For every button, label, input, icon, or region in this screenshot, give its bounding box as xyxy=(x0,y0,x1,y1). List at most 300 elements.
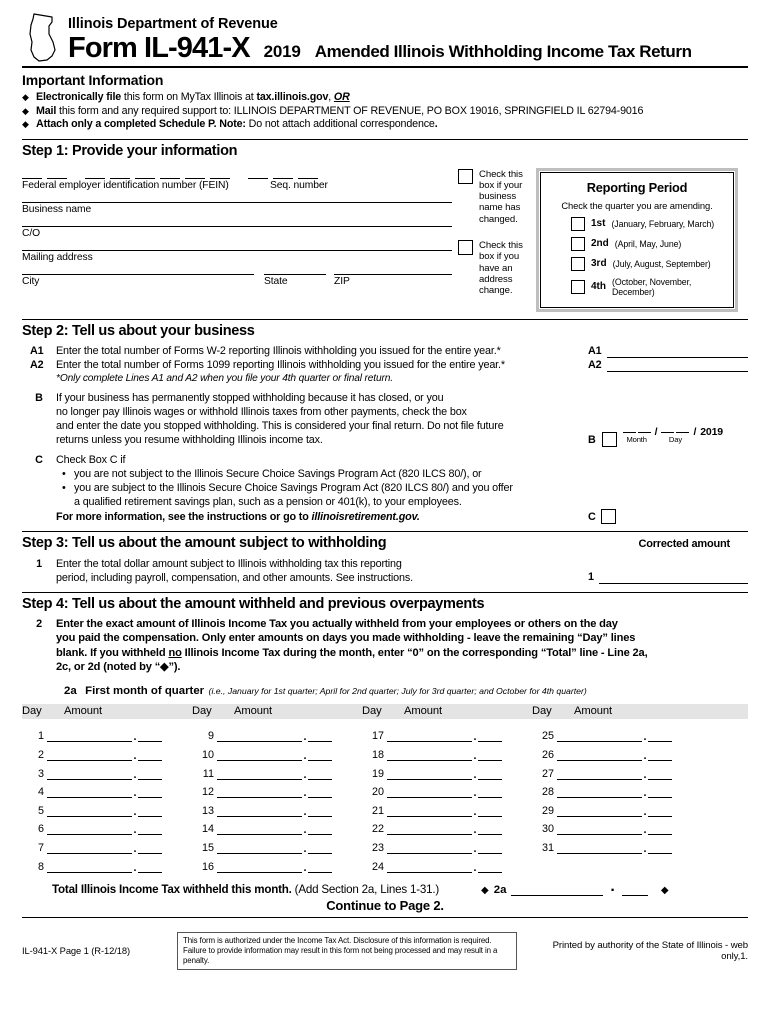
line-2-text-p3a: blank. If you withheld xyxy=(56,646,169,659)
day-number-27: 27 xyxy=(541,767,554,780)
amount-cents-input-day-6[interactable] xyxy=(138,823,162,835)
day-amount-row xyxy=(22,742,192,761)
amount-cents-input-day-16[interactable] xyxy=(308,861,332,873)
day-number-7: 7 xyxy=(37,842,44,855)
form-description: Amended Illinois Withholding Income Tax Return xyxy=(314,42,692,61)
fein-seg-8[interactable] xyxy=(210,166,230,179)
co-input[interactable] xyxy=(22,226,452,227)
header-divider xyxy=(22,66,748,68)
day-amount-grid xyxy=(22,724,748,873)
fein-seg-3[interactable] xyxy=(85,166,105,179)
line-a-footnote-amount-spacer xyxy=(588,372,748,386)
amount-decimal-point: . xyxy=(133,824,137,837)
mailing-address-input[interactable] xyxy=(22,250,452,251)
footer-print-authority: Printed by authority of the State of Illinois - web only,1. xyxy=(552,939,748,962)
amount-dollars-input-day-11[interactable] xyxy=(217,768,302,780)
attach-note-label: Note: xyxy=(216,118,246,130)
mailing-address-field[interactable] xyxy=(22,250,452,264)
amount-dollars-input-day-29[interactable] xyxy=(557,805,642,817)
day-number-31: 31 xyxy=(541,842,554,855)
total-2a-dollars-input[interactable] xyxy=(511,883,603,896)
date-year: 2019 xyxy=(700,425,723,438)
form-number: Form IL-941-X xyxy=(68,32,250,64)
day-number-16: 16 xyxy=(201,860,214,873)
fein-label: Federal employer identification number (FEIN) xyxy=(22,179,229,191)
step1-change-checkboxes xyxy=(452,166,536,312)
day-number-5: 5 xyxy=(37,804,44,817)
day-number-8: 8 xyxy=(37,860,44,873)
day-amount-row xyxy=(532,742,702,761)
amount-dollars-input-day-27[interactable] xyxy=(557,768,642,780)
amount-decimal-point: . xyxy=(643,731,647,744)
amount-cents-input-day-8[interactable] xyxy=(138,861,162,873)
day-amount-row xyxy=(192,724,362,743)
quarter-3rd-ordinal: 3rd xyxy=(591,258,607,269)
line-a1-amount-input[interactable] xyxy=(607,346,748,358)
state-field[interactable] xyxy=(264,274,326,288)
line-a2-text: Enter the total number of Forms 1099 reporting Illinois withholding you issued for the entire year.* xyxy=(56,358,505,371)
page-footer xyxy=(22,932,748,970)
quarter-4th-checkbox[interactable] xyxy=(571,280,585,294)
amount-cents-input-day-20[interactable] xyxy=(478,786,502,798)
step4-header xyxy=(22,592,748,612)
day-amount-row xyxy=(362,835,532,854)
amount-cents-input-day-11[interactable] xyxy=(308,768,332,780)
day-amount-row xyxy=(22,761,192,780)
business-name-input[interactable] xyxy=(22,202,452,203)
amount-cents-input-day-23[interactable] xyxy=(478,842,502,854)
amount-cents-input-day-25[interactable] xyxy=(648,730,672,742)
amount-dollars-input-day-12[interactable] xyxy=(217,786,302,798)
fein-seg-2[interactable] xyxy=(47,166,67,179)
amount-dollars-input-day-1[interactable] xyxy=(47,730,132,742)
col3-day-header: Day xyxy=(362,705,382,718)
line-c-bullet-2-text: you are subject to the Illinois Secure Choice Savings Program Act (820 ILCS 80/) and you offer xyxy=(74,481,513,494)
line-a1-amount-field[interactable] xyxy=(588,344,748,358)
business-name-field[interactable] xyxy=(22,202,452,216)
form-masthead xyxy=(22,0,748,64)
day-amount-row xyxy=(22,798,192,817)
day-number-18: 18 xyxy=(371,749,384,762)
date-slash-1: / xyxy=(654,425,658,438)
line-1 xyxy=(22,557,748,585)
form-year: 2019 xyxy=(263,42,301,61)
day-amount-header-row xyxy=(22,704,748,719)
header-col-2 xyxy=(192,705,362,717)
day-seg-2[interactable] xyxy=(676,422,689,433)
amount-decimal-point: . xyxy=(473,787,477,800)
line-2-text-p2: you paid the compensation. Only enter amounts on days you made withholding - leave the remaining “Day” lines xyxy=(56,632,636,645)
amount-decimal-point: . xyxy=(303,861,307,874)
header-col-1 xyxy=(22,705,192,717)
line-1-text-b: period, including payroll, compensation, and other amounts. See instructions. xyxy=(56,571,413,584)
amount-decimal-point: . xyxy=(643,750,647,763)
amount-decimal-point: . xyxy=(473,768,477,781)
day-amount-row xyxy=(362,742,532,761)
day-amount-row xyxy=(22,780,192,799)
name-change-checkbox[interactable] xyxy=(458,169,473,184)
amount-dollars-input-day-28[interactable] xyxy=(557,786,642,798)
col2-amount-header: Amount xyxy=(234,705,272,718)
day-number-30: 30 xyxy=(541,823,554,836)
state-label: State xyxy=(264,275,288,287)
diamond-bullet-icon: ◆ xyxy=(22,105,29,116)
amount-dollars-input-day-7[interactable] xyxy=(47,842,132,854)
line-a2-key: A2 xyxy=(30,358,44,371)
amount-cents-input-day-3[interactable] xyxy=(138,768,162,780)
line-a2-amount-input[interactable] xyxy=(607,360,748,372)
name-change-checkbox-block[interactable] xyxy=(458,169,536,225)
city-label: City xyxy=(22,275,40,287)
important-bullet-efile xyxy=(22,91,748,105)
amount-decimal-point: . xyxy=(133,843,137,856)
amount-cents-input-day-10[interactable] xyxy=(308,749,332,761)
amount-decimal-point: . xyxy=(133,750,137,763)
line-a2-amount-key: A2 xyxy=(588,358,602,371)
amount-cents-input-day-4[interactable] xyxy=(138,786,162,798)
day-amount-row xyxy=(192,742,362,761)
day-amount-row xyxy=(362,817,532,836)
fein-seg-1[interactable] xyxy=(22,166,42,179)
amount-decimal-point: . xyxy=(133,731,137,744)
day-number-17: 17 xyxy=(371,730,384,743)
zip-field[interactable] xyxy=(334,274,452,288)
footer-divider xyxy=(22,917,748,918)
fein-seg-4[interactable] xyxy=(110,166,130,179)
amount-cents-input-day-17[interactable] xyxy=(478,730,502,742)
line-a1-amount-key: A1 xyxy=(588,344,602,357)
day-number-26: 26 xyxy=(541,749,554,762)
line-b xyxy=(22,391,748,447)
amount-cents-input-day-13[interactable] xyxy=(308,805,332,817)
header-col-3 xyxy=(362,705,532,717)
col4-amount-header: Amount xyxy=(574,705,612,718)
amount-decimal-point: . xyxy=(303,768,307,781)
amount-cents-input-day-7[interactable] xyxy=(138,842,162,854)
month-caption: Month xyxy=(626,434,647,444)
reporting-period-frame xyxy=(536,168,738,312)
section-2a-title: First month of quarter xyxy=(85,684,205,697)
amount-dollars-input-day-15[interactable] xyxy=(217,842,302,854)
total-2a-paren-text: (Add Section 2a, Lines 1-31.) xyxy=(291,882,440,896)
continue-to-page-2: Continue to Page 2. xyxy=(326,897,444,913)
amount-dollars-input-day-19[interactable] xyxy=(387,768,472,780)
col4-day-header: Day xyxy=(532,705,552,718)
day-number-20: 20 xyxy=(371,786,384,799)
step1-header xyxy=(22,139,748,159)
amount-dollars-input-day-14[interactable] xyxy=(217,823,302,835)
attach-note-text: Do not attach additional correspondence xyxy=(245,118,435,130)
day-amount-row xyxy=(532,780,702,799)
fein-segments[interactable] xyxy=(22,166,452,179)
amount-cents-input-day-22[interactable] xyxy=(478,823,502,835)
fein-field-group xyxy=(22,166,452,192)
day-amount-row xyxy=(192,798,362,817)
day-amount-row xyxy=(532,798,702,817)
diamond-marker-right-icon: ◆ xyxy=(660,884,669,896)
reporting-period-box xyxy=(540,172,734,308)
line-2-no-emphasis: no xyxy=(168,646,182,659)
amount-cents-input-day-5[interactable] xyxy=(138,805,162,817)
quarter-4th-ordinal: 4th xyxy=(591,281,606,292)
amount-dollars-input-day-30[interactable] xyxy=(557,823,642,835)
step2-title: Step 2: Tell us about your business xyxy=(22,322,255,339)
line-c-bullet-2b-text: a qualified retirement savings plan, such as a pension or 401(k), to your employees. xyxy=(74,495,462,508)
quarter-1st-checkbox[interactable] xyxy=(571,217,585,231)
amount-dollars-input-day-6[interactable] xyxy=(47,823,132,835)
important-information-heading: Important Information xyxy=(22,72,164,88)
line-c-bullet-1 xyxy=(56,467,588,481)
seq-seg-2[interactable] xyxy=(273,166,293,179)
line-2-text-p1: Enter the exact amount of Illinois Income Tax you actually withheld from your employees or others on the day xyxy=(56,617,618,630)
day-amount-column-3 xyxy=(362,724,532,873)
amount-dollars-input-day-26[interactable] xyxy=(557,749,642,761)
state-input[interactable] xyxy=(264,274,326,275)
amount-cents-input-day-21[interactable] xyxy=(478,805,502,817)
amount-decimal-point: . xyxy=(473,861,477,874)
city-state-zip-row xyxy=(22,274,452,288)
reporting-period-title: Reporting Period xyxy=(586,179,688,195)
quarter-1st-months: (January, February, March) xyxy=(611,218,715,229)
amount-dollars-input-day-13[interactable] xyxy=(217,805,302,817)
mail-address-text: this form and any required support to: ILLINOIS DEPARTMENT OF REVENUE, PO BOX 19016, SPRINGFIELD IL 62794-9016 xyxy=(56,104,644,117)
step3-title: Step 3: Tell us about the amount subject to withholding xyxy=(22,534,387,551)
zip-input[interactable] xyxy=(334,274,452,275)
total-2a-row xyxy=(22,878,748,896)
amount-decimal-point: . xyxy=(643,843,647,856)
line-b-date-field[interactable] xyxy=(623,422,723,447)
quarter-option-3rd[interactable] xyxy=(549,257,725,271)
line-c-amount-key: C xyxy=(588,510,596,523)
section-2a-key: 2a xyxy=(64,684,77,697)
address-change-checkbox-block[interactable] xyxy=(458,240,536,296)
amount-dollars-input-day-5[interactable] xyxy=(47,805,132,817)
day-amount-row xyxy=(22,724,192,743)
amount-cents-input-day-12[interactable] xyxy=(308,786,332,798)
day-amount-row xyxy=(362,780,532,799)
quarter-option-2nd[interactable] xyxy=(549,237,725,251)
line-1-key: 1 xyxy=(36,557,42,570)
co-field[interactable] xyxy=(22,226,452,240)
day-number-19: 19 xyxy=(371,767,384,780)
line-c-bullet-2 xyxy=(56,481,588,509)
amount-dollars-input-day-23[interactable] xyxy=(387,842,472,854)
line-a2-amount-field[interactable] xyxy=(588,358,748,372)
efile-text-2: , xyxy=(328,91,334,103)
amount-cents-input-day-19[interactable] xyxy=(478,768,502,780)
amount-cents-input-day-30[interactable] xyxy=(648,823,672,835)
line-c-more-info-text: For more information, see the instructions or go to xyxy=(56,510,312,523)
efile-or: OR xyxy=(333,91,350,103)
city-field[interactable] xyxy=(22,274,254,288)
amount-decimal-point: . xyxy=(133,768,137,781)
line-c-key: C xyxy=(35,453,43,466)
line-1-amount-key: 1 xyxy=(588,570,594,583)
small-bullet-icon: • xyxy=(62,467,66,480)
footer-disclosure-box: This form is authorized under the Income Tax Act. Disclosure of this information is required. Failure to provide information may result in this form not being processed and may result in a penalty. xyxy=(177,932,517,970)
date-slash-2: / xyxy=(693,425,697,438)
line-2-text-p3 xyxy=(56,646,748,661)
line-b-amount-key: B xyxy=(588,433,596,446)
total-2a-decimal-point: . xyxy=(610,877,615,895)
amount-dollars-input-day-25[interactable] xyxy=(557,730,642,742)
fein-seg-5[interactable] xyxy=(135,166,155,179)
amount-dollars-input-day-22[interactable] xyxy=(387,823,472,835)
quarter-2nd-months: (April, May, June) xyxy=(614,238,682,249)
city-input[interactable] xyxy=(22,274,254,275)
line-a1-text: Enter the total number of Forms W-2 reporting Illinois withholding you issued for the entire year.* xyxy=(56,344,501,357)
day-seg-1[interactable] xyxy=(661,422,674,433)
amount-cents-input-day-29[interactable] xyxy=(648,805,672,817)
fein-seg-7[interactable] xyxy=(185,166,205,179)
department-name: Illinois Department of Revenue xyxy=(68,16,278,32)
day-amount-row xyxy=(22,854,192,873)
line-c-text xyxy=(56,453,588,524)
amount-dollars-input-day-8[interactable] xyxy=(47,861,132,873)
total-2a-amount-field[interactable] xyxy=(481,878,669,896)
day-number-22: 22 xyxy=(371,823,384,836)
line-b-answer-field[interactable] xyxy=(588,391,748,447)
mailing-address-label: Mailing address xyxy=(22,251,93,263)
day-amount-row xyxy=(362,854,532,873)
amount-cents-input-day-18[interactable] xyxy=(478,749,502,761)
amount-cents-input-day-28[interactable] xyxy=(648,786,672,798)
amount-decimal-point: . xyxy=(303,824,307,837)
line-c xyxy=(22,453,748,524)
amount-cents-input-day-14[interactable] xyxy=(308,823,332,835)
fein-seg-6[interactable] xyxy=(160,166,180,179)
line-c-heading: Check Box C if xyxy=(56,453,126,466)
day-number-23: 23 xyxy=(371,842,384,855)
amount-dollars-input-day-10[interactable] xyxy=(217,749,302,761)
day-number-10: 10 xyxy=(201,749,214,762)
amount-decimal-point: . xyxy=(473,824,477,837)
line-b-text xyxy=(56,391,588,447)
day-amount-row xyxy=(532,817,702,836)
amount-dollars-input-day-18[interactable] xyxy=(387,749,472,761)
amount-dollars-input-day-2[interactable] xyxy=(47,749,132,761)
line-c-retirement-link[interactable]: illinoisretirement.gov. xyxy=(311,510,420,523)
day-number-6: 6 xyxy=(37,823,44,836)
amount-dollars-input-day-17[interactable] xyxy=(387,730,472,742)
day-amount-row xyxy=(192,761,362,780)
amount-dollars-input-day-16[interactable] xyxy=(217,861,302,873)
month-seg-2[interactable] xyxy=(638,422,651,433)
day-amount-column-2 xyxy=(192,724,362,873)
day-amount-row xyxy=(192,835,362,854)
line-b-key: B xyxy=(35,391,43,404)
illinois-state-outline-logo xyxy=(22,12,64,64)
month-seg-1[interactable] xyxy=(623,422,636,433)
section-2a-note: (i.e., January for 1st quarter; April for 2nd quarter; July for 3rd quarter; and October for 4th quarter) xyxy=(208,685,587,696)
line-2-key: 2 xyxy=(36,617,42,630)
quarter-3rd-checkbox[interactable] xyxy=(571,257,585,271)
efile-url: tax.illinois.gov xyxy=(256,91,329,103)
diamond-marker-left-icon: ◆ xyxy=(481,884,489,896)
section-2a xyxy=(22,681,748,699)
amount-cents-input-day-24[interactable] xyxy=(478,861,502,873)
corrected-amount-label: Corrected amount xyxy=(638,537,730,550)
line-c-answer-field[interactable] xyxy=(588,453,748,524)
diamond-bullet-icon: ◆ xyxy=(22,119,29,129)
line-1-amount-input[interactable] xyxy=(599,572,748,584)
amount-dollars-input-day-21[interactable] xyxy=(387,805,472,817)
day-amount-row xyxy=(192,854,362,873)
line-b-checkbox[interactable] xyxy=(602,432,617,447)
total-2a-cents-input[interactable] xyxy=(622,883,648,896)
line-2-text xyxy=(56,617,748,675)
name-change-label: Check this box if your business name has changed. xyxy=(479,168,523,225)
amount-cents-input-day-27[interactable] xyxy=(648,768,672,780)
total-2a-bold-text: Total Illinois Income Tax withheld this month. xyxy=(52,882,292,896)
amount-cents-input-day-1[interactable] xyxy=(138,730,162,742)
amount-dollars-input-day-31[interactable] xyxy=(557,842,642,854)
amount-decimal-point: . xyxy=(643,768,647,781)
amount-cents-input-day-9[interactable] xyxy=(308,730,332,742)
amount-decimal-point: . xyxy=(643,824,647,837)
line-c-checkbox[interactable] xyxy=(601,509,616,524)
day-number-12: 12 xyxy=(201,786,214,799)
amount-dollars-input-day-24[interactable] xyxy=(387,861,472,873)
day-amount-row xyxy=(22,835,192,854)
day-number-14: 14 xyxy=(201,823,214,836)
quarter-2nd-checkbox[interactable] xyxy=(571,237,585,251)
line-1-amount-field[interactable] xyxy=(588,557,748,585)
amount-cents-input-day-26[interactable] xyxy=(648,749,672,761)
col3-amount-header: Amount xyxy=(404,705,442,718)
line-b-text-3: and enter the date you stopped withholding. This is considered your final return. Do not file future xyxy=(56,419,504,432)
day-amount-row xyxy=(362,724,532,743)
day-number-15: 15 xyxy=(201,842,214,855)
day-amount-row xyxy=(192,780,362,799)
amount-dollars-input-day-3[interactable] xyxy=(47,768,132,780)
quarter-4th-months: (October, November, December) xyxy=(612,276,692,297)
seq-seg-1[interactable] xyxy=(248,166,268,179)
amount-decimal-point: . xyxy=(303,787,307,800)
amount-cents-input-day-15[interactable] xyxy=(308,842,332,854)
small-bullet-icon: • xyxy=(62,481,66,494)
quarter-option-1st[interactable] xyxy=(549,217,725,231)
amount-dollars-input-day-9[interactable] xyxy=(217,730,302,742)
step4-title: Step 4: Tell us about the amount withheld and previous overpayments xyxy=(22,595,485,612)
amount-decimal-point: . xyxy=(643,805,647,818)
amount-dollars-input-day-4[interactable] xyxy=(47,786,132,798)
total-2a-key: 2a xyxy=(493,883,507,896)
amount-decimal-point: . xyxy=(303,805,307,818)
col1-day-header: Day xyxy=(22,705,42,718)
day-number-25: 25 xyxy=(541,730,554,743)
line-b-text-4: returns unless you resume withholding Illinois income tax. xyxy=(56,433,323,446)
amount-decimal-point: . xyxy=(133,861,137,874)
seq-seg-3[interactable] xyxy=(298,166,318,179)
address-change-checkbox[interactable] xyxy=(458,240,473,255)
line-a1-key: A1 xyxy=(30,344,44,357)
line-c-more-info xyxy=(56,510,588,524)
amount-decimal-point: . xyxy=(643,787,647,800)
line-a1 xyxy=(22,344,748,358)
attach-bold-lead: Attach only a completed Schedule P. xyxy=(36,118,217,130)
amount-cents-input-day-2[interactable] xyxy=(138,749,162,761)
quarter-option-4th[interactable] xyxy=(549,277,725,297)
amount-dollars-input-day-20[interactable] xyxy=(387,786,472,798)
day-amount-column-1 xyxy=(22,724,192,873)
line-2 xyxy=(22,617,748,675)
diamond-bullet-icon: ◆ xyxy=(22,92,29,102)
line-a-footnote: *Only complete Lines A1 and A2 when you file your 4th quarter or final return. xyxy=(56,372,393,384)
amount-cents-input-day-31[interactable] xyxy=(648,842,672,854)
step1-body xyxy=(22,166,748,312)
header-col-4 xyxy=(532,705,702,717)
